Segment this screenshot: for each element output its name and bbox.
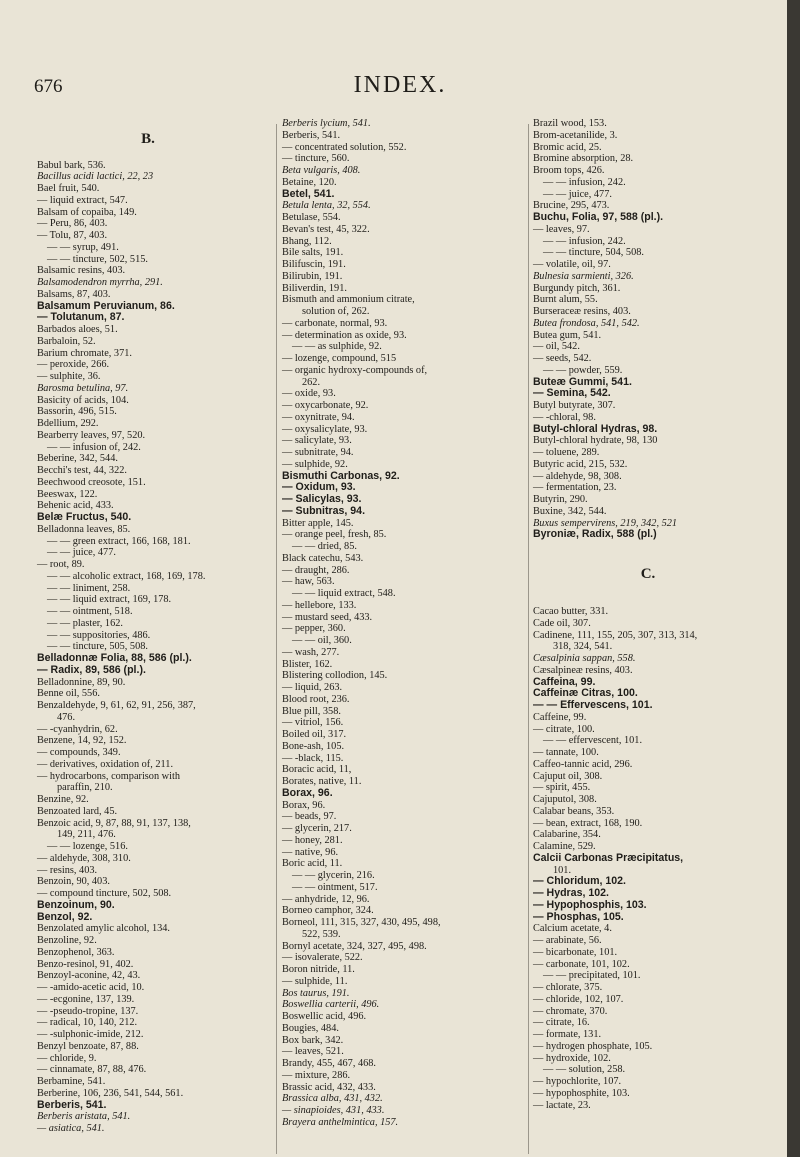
index-entry: — anhydride, 12, 96. [282,893,370,905]
index-entry: — derivatives, oxidation of, 211. [37,758,174,770]
spacer [533,553,763,565]
index-entry: Brom-acetanilide, 3. [533,129,618,141]
index-entry: — -pseudo-tropine, 137. [37,1005,139,1017]
index-entry: — formate, 131. [533,1029,602,1040]
index-entry: Becchi's test, 44, 322. [37,465,127,476]
index-entry: — organic hydroxy-compounds of, [282,364,428,376]
index-entry: — — alcoholic extract, 168, 169, 178. [47,570,206,582]
index-entry: Belladonnine, 89, 90. [37,676,126,688]
index-entry: — Phosphas, 105. [533,910,624,923]
section-letter: B. [141,130,155,147]
index-entry: Barbaloin, 52. [37,335,96,347]
index-entry: — chloride, 9. [37,1052,97,1064]
index-entry: Behenic acid, 433. [37,500,114,512]
index-entry: — carbonate, normal, 93. [282,317,388,329]
index-entry: Barosma betulina, 97. [37,382,129,394]
index-entry: Bile salts, 191. [282,247,344,259]
index-entry: Balsamic resins, 403. [37,265,126,277]
index-entry: Brayera anthelmintica, 157. [282,1116,399,1128]
index-entry: Caffeinæ Citras, 100. [533,687,638,700]
index-entry: Bdellium, 292. [37,418,99,429]
index-entry: — mixture, 286. [282,1069,351,1081]
index-entry: — bean, extract, 168, 190. [533,817,643,829]
index-entry: — -chloral, 98. [533,411,596,423]
index-entry: Berberis, 541. [37,1098,107,1111]
index-entry: — hypophosphite, 103. [533,1087,630,1099]
index-entry: Box bark, 342. [282,1034,344,1046]
index-entry: Blister, 162. [282,658,333,670]
index-entry: Brucine, 295, 473. [533,200,610,212]
spacer [37,148,259,160]
column-rule [276,124,277,1154]
index-entry: — — ointment, 517. [292,881,378,893]
index-entry: — determination as oxide, 93. [282,329,407,341]
index-entry: Butyric acid, 215, 532. [533,458,628,470]
index-entry: — — liquid extract, 548. [292,588,396,599]
index-entry: — sinapioides, 431, 433. [282,1105,385,1116]
index-entry: Beberine, 342, 544. [37,453,118,465]
index-entry: — tannate, 100. [533,747,599,758]
index-entry: Belladonna leaves, 85. [37,523,131,535]
index-entry: — — ointment, 518. [47,606,133,617]
index-entry: — — powder, 559. [543,364,623,376]
index-entry: — leaves, 521. [282,1046,344,1058]
index-entry: Cade oil, 307. [533,617,591,629]
index-entry: Benzine, 92. [37,794,89,805]
index-entry: — liquid, 263. [282,682,343,693]
index-entry: — lozenge, compound, 515 [282,353,397,364]
index-entry: Benzoic acid, 9, 87, 88, 91, 137, 138, [37,817,191,829]
index-entry: — Oxidum, 93. [282,481,356,494]
index-entry: — — precipitated, 101. [543,970,641,982]
index-entry: Berberis, 541. [282,129,341,141]
index-entry: Benzo-resinol, 91, 402. [37,958,134,970]
index-entry: Brassic acid, 432, 433. [282,1081,376,1093]
index-entry: Benzoline, 92. [37,935,97,946]
index-entry: Bhang, 112. [282,235,332,247]
index-entry: — — juice, 477. [543,188,612,200]
index-entry: Beechwood creosote, 151. [37,476,146,488]
index-entry: — honey, 281. [282,834,343,846]
index-entry: — bicarbonate, 101. [533,946,618,958]
index-entry: Cacao butter, 331. [533,606,609,617]
index-entry: Black catechu, 543. [282,552,364,564]
index-entry: — wash, 277. [282,646,340,658]
index-entry: Berberis aristata, 541. [37,1111,131,1123]
index-entry: Byroniæ, Radix, 588 (pl.) [533,528,657,541]
index-column-2 [282,118,524,1129]
index-entry: Bougies, 484. [282,1022,339,1034]
index-entry: Benzoyl-aconine, 42, 43. [37,970,141,982]
index-entry: — citrate, 16. [533,1017,590,1029]
index-entry: Bone-ash, 105. [282,740,345,752]
index-entry: — toluene, 289. [533,447,600,458]
index-entry: Boswellic acid, 496. [282,1011,367,1022]
index-entry: — concentrated solution, 552. [282,141,407,153]
index-entry: Boracic acid, 11, [282,764,352,776]
index-entry: — seeds, 542. [533,353,592,364]
index-entry: — orange peel, fresh, 85. [282,529,387,541]
index-entry: Buxine, 342, 544. [533,505,607,517]
index-entry: — — dried, 85. [292,541,357,552]
index-entry: Cajuputol, 308. [533,794,597,805]
index-entry: Berbamine, 541. [37,1076,106,1087]
index-entry: — -cyanhydrin, 62. [37,723,118,735]
running-head: INDEX. [353,72,447,98]
index-entry: — volatile, oil, 97. [533,259,611,270]
index-entry: Basicity of acids, 104. [37,394,129,406]
index-entry: — Chloridum, 102. [533,875,627,888]
index-entry: — chloride, 102, 107. [533,993,624,1005]
index-entry: — chromate, 370. [533,1005,608,1017]
index-entry: Bismuth and ammonium citrate, [282,294,415,306]
index-entry: — radical, 10, 140, 212. [37,1017,138,1029]
index-entry: — hypochlorite, 107. [533,1076,622,1087]
index-entry: Butyl-chloral hydrate, 98, 130 [533,435,658,447]
index-entry: Boswellia carterii, 496. [282,999,380,1011]
index-entry: Calabarine, 354. [533,829,601,841]
index-entry: Borates, native, 11. [282,776,362,787]
index-entry: — — liniment, 258. [47,582,131,594]
index-entry: Borneo camphor, 324. [282,905,374,917]
index-entry: — tincture, 560. [282,153,350,165]
index-entry: — Hypophosphis, 103. [533,898,647,911]
index-entry: — oxynitrate, 94. [282,411,355,423]
index-entry: Butea frondosa, 541, 542. [533,317,640,329]
index-entry: Caffeine, 99. [533,711,587,723]
index-entry: — sulphite, 36. [37,371,101,382]
index-entry: Bos taurus, 191. [282,987,350,999]
index-entry: Blood root, 236. [282,693,350,705]
index-entry: — citrate, 100. [533,723,595,735]
index-entry: — compounds, 349. [37,747,121,758]
index-entry: — subnitrate, 94. [282,447,354,458]
index-entry: 262. [302,376,321,388]
index-entry: Boric acid, 11. [282,858,343,870]
page-edge-bar [787,0,800,1157]
index-entry: — -black, 115. [282,752,344,764]
index-entry: Cæsalpinia sappan, 558. [533,653,636,664]
index-entry: Beeswax, 122. [37,488,98,500]
index-entry: — — effervescent, 101. [543,735,643,747]
index-entry: — chlorate, 375. [533,982,603,993]
index-entry: Benzoated lard, 45. [37,805,118,817]
index-entry: Balsamodendron myrrha, 291. [37,277,163,288]
index-entry: — Salicylas, 93. [282,493,362,505]
index-entry: Bael fruit, 540. [37,183,100,194]
index-entry: — — infusion, 242. [543,235,626,247]
spacer [37,118,259,130]
index-entry: Butyrin, 290. [533,494,588,505]
index-entry: — — as sulphide, 92. [292,341,382,353]
column-rule [528,124,529,1154]
index-entry: — carbonate, 101, 102. [533,958,630,970]
index-entry: Bassorin, 496, 515. [37,406,117,418]
index-entry: Bilirubin, 191. [282,270,343,282]
index-entry: 149, 211, 476. [57,829,116,841]
index-entry: Betaine, 120. [282,176,337,188]
index-entry: Benzol, 92. [37,910,93,923]
index-entry: — — solution, 258. [543,1064,626,1076]
index-entry: — -ecgonine, 137, 139. [37,993,135,1005]
index-column-1 [37,118,259,1135]
index-entry: — salicylate, 93. [282,435,352,447]
index-entry: Borax, 96. [282,799,326,811]
index-entry: solution of, 262. [302,306,370,317]
index-entry: — Subnitras, 94. [282,504,366,517]
index-entry: Betulase, 554. [282,212,341,223]
index-entry: — Radix, 89, 586 (pl.). [37,663,146,676]
index-entry: Caffeo-tannic acid, 296. [533,758,633,770]
index-entry: Brassica alba, 431, 432. [282,1093,383,1105]
index-entry: — — tincture, 504, 508. [543,247,644,259]
index-entry: — cinnamate, 87, 88, 476. [37,1064,147,1076]
index-entry: 318, 324, 541. [553,641,613,653]
index-entry: Calcium acetate, 4. [533,923,612,935]
index-entry: — spirit, 455. [533,782,591,794]
index-entry: — aldehyde, 308, 310. [37,852,131,864]
index-entry: Barium chromate, 371. [37,347,132,359]
index-entry: — oil, 542. [533,341,580,353]
index-entry: — glycerin, 217. [282,823,352,834]
index-entry: — Tolu, 87, 403. [37,230,108,241]
index-entry: Benzolated amylic alcohol, 134. [37,923,170,935]
index-entry: Burgundy pitch, 361. [533,282,621,294]
index-entry: Brandy, 455, 467, 468. [282,1058,376,1069]
index-entry: — oxide, 93. [282,388,336,400]
index-entry: Berberis lycium, 541. [282,118,371,129]
index-entry: Borneol, 111, 315, 327, 430, 495, 498, [282,917,441,928]
index-entry: Boron nitride, 11. [282,964,355,975]
index-entry: Buteæ Gummi, 541. [533,375,632,388]
index-entry: paraffin, 210. [57,782,113,794]
index-entry: Brazil wood, 153. [533,118,607,129]
index-entry: — — lozenge, 516. [47,841,128,852]
index-entry: — — liquid extract, 169, 178. [47,594,172,606]
index-entry: Caffeina, 99. [533,675,596,688]
index-entry: — -amido-acetic acid, 10. [37,982,145,993]
index-entry: Cadinene, 111, 155, 205, 307, 313, 314, [533,629,698,641]
index-entry: — vitriol, 156. [282,717,344,729]
index-entry: Balsams, 87, 403. [37,288,111,300]
index-entry: — peroxide, 266. [37,359,110,371]
index-entry: — sulphide, 92. [282,458,348,470]
index-entry: — arabinate, 56. [533,935,602,946]
index-entry: — — plaster, 162. [47,617,123,629]
index-entry: Berberine, 106, 236, 541, 544, 561. [37,1087,184,1099]
index-entry: Bromine absorption, 28. [533,153,634,165]
index-entry: Bevan's test, 45, 322. [282,223,370,235]
index-entry: Benne oil, 556. [37,688,100,700]
index-entry: Bilifuscin, 191. [282,259,346,270]
index-entry: — oxycarbonate, 92. [282,400,369,411]
index-entry: Betula lenta, 32, 554. [282,200,371,212]
index-entry: Bearberry leaves, 97, 520. [37,429,146,441]
index-entry: — — juice, 477. [47,547,116,559]
index-entry: Cæsalpineæ resins, 403. [533,664,633,676]
index-entry: Buxus sempervirens, 219, 342, 521 [533,517,678,529]
spacer [533,541,763,553]
index-entry: Borax, 96. [282,786,333,799]
index-entry: — — oil, 360. [292,635,352,646]
index-entry: — asiatica, 541. [37,1123,105,1134]
index-entry: Bacillus acidi lactici, 22, 23 [37,171,154,183]
index-entry: Beta vulgaris, 408. [282,165,361,176]
index-entry: Bornyl acetate, 324, 327, 495, 498. [282,940,427,952]
index-entry: — Peru, 86, 403. [37,218,108,230]
index-entry: — aldehyde, 98, 308. [533,470,622,482]
index-entry: Calabar beans, 353. [533,805,615,817]
spacer [533,583,763,595]
index-entry: — — suppositories, 486. [47,629,151,641]
index-entry: Benzophenol, 363. [37,946,115,958]
index-entry: Benzaldehyde, 9, 61, 62, 91, 256, 387, [37,700,196,711]
index-entry: 522, 539. [302,928,341,940]
index-entry: — — glycerin, 216. [292,870,375,881]
index-entry: — native, 96. [282,846,339,858]
index-entry: Calamine, 529. [533,841,596,852]
index-entry: — resins, 403. [37,864,98,876]
index-entry: — — green extract, 166, 168, 181. [47,535,191,547]
index-entry: Benzene, 14, 92, 152. [37,735,127,747]
spacer [533,594,763,606]
index-entry: — fermentation, 23. [533,482,617,494]
index-entry: Betel, 541. [282,187,335,200]
index-entry: — hellebore, 133. [282,599,357,611]
index-entry: Burseraceæ resins, 403. [533,306,631,317]
index-entry: — Hydras, 102. [533,887,609,899]
index-entry: — — tincture, 502, 515. [47,253,148,265]
index-entry: Burnt alum, 55. [533,294,598,306]
index-entry: Barbados aloes, 51. [37,324,118,335]
index-entry: Bismuthi Carbonas, 92. [282,469,400,482]
index-entry: — lactate, 23. [533,1099,591,1111]
index-entry: Blue pill, 358. [282,705,341,717]
index-entry: Belæ Fructus, 540. [37,511,132,523]
index-entry: — isovalerate, 522. [282,952,363,964]
index-entry: — compound tincture, 502, 508. [37,888,172,899]
index-entry: Bitter apple, 145. [282,517,354,529]
index-entry: — — tincture, 505, 508. [47,641,148,653]
index-entry: Boiled oil, 317. [282,729,347,740]
index-entry: Butyl-chloral Hydras, 98. [533,422,658,435]
index-entry: — liquid extract, 547. [37,194,128,206]
index-entry: Babul bark, 536. [37,159,106,171]
index-column-3 [533,118,763,1111]
index-entry: Broom tops, 426. [533,165,605,176]
index-entry: — Semina, 542. [533,387,611,400]
index-entry: — — syrup, 491. [47,241,119,253]
index-entry: Butyl butyrate, 307. [533,400,616,411]
index-entry: Balsam of copaiba, 149. [37,206,137,218]
index-entry: 476. [57,711,76,723]
page-number: 676 [34,76,63,97]
index-entry: — mustard seed, 433. [282,611,373,623]
index-entry: Benzoinum, 90. [37,898,115,911]
index-entry: Buchu, Folia, 97, 588 (pl.). [533,211,664,223]
index-entry: Cajuput oil, 308. [533,770,603,782]
index-entry: — -sulphonic-imide, 212. [37,1029,144,1040]
section-letter: C. [640,565,656,582]
index-entry: Benzyl benzoate, 87, 88. [37,1040,139,1052]
index-entry: Blistering collodion, 145. [282,670,388,682]
index-entry: Balsamum Peruvianum, 86. [37,299,175,312]
index-entry: — Tolutanum, 87. [37,311,125,324]
index-entry: — oxysalicylate, 93. [282,423,368,435]
index-entry: Bulnesia sarmienti, 326. [533,270,634,282]
index-entry: — leaves, 97. [533,223,590,235]
index-entry: — — infusion of, 242. [47,441,141,453]
index-entry: — hydrogen phosphate, 105. [533,1040,653,1052]
index-entry: Butea gum, 541. [533,329,602,341]
index-entry: — haw, 563. [282,576,335,588]
index-entry: Bromic acid, 25. [533,141,602,153]
index-entry: — beads, 97. [282,811,337,823]
index-entry: — hydroxide, 102. [533,1052,611,1064]
index-entry: — root, 89. [37,559,85,570]
index-entry: — hydrocarbons, comparison with [37,770,180,782]
index-entry: — sulphide, 11. [282,975,348,987]
index-entry: Biliverdin, 191. [282,282,347,294]
index-entry: — — Effervescens, 101. [533,699,653,711]
index-entry: 101. [553,864,572,876]
index-entry: — — infusion, 242. [543,176,626,188]
index-entry: Calcii Carbonas Præcipitatus, [533,851,684,864]
index-entry: — draught, 286. [282,564,350,576]
index-entry: — pepper, 360. [282,623,346,635]
index-entry: Belladonnæ Folia, 88, 586 (pl.). [37,652,192,664]
index-entry: Benzoin, 90, 403. [37,876,110,888]
